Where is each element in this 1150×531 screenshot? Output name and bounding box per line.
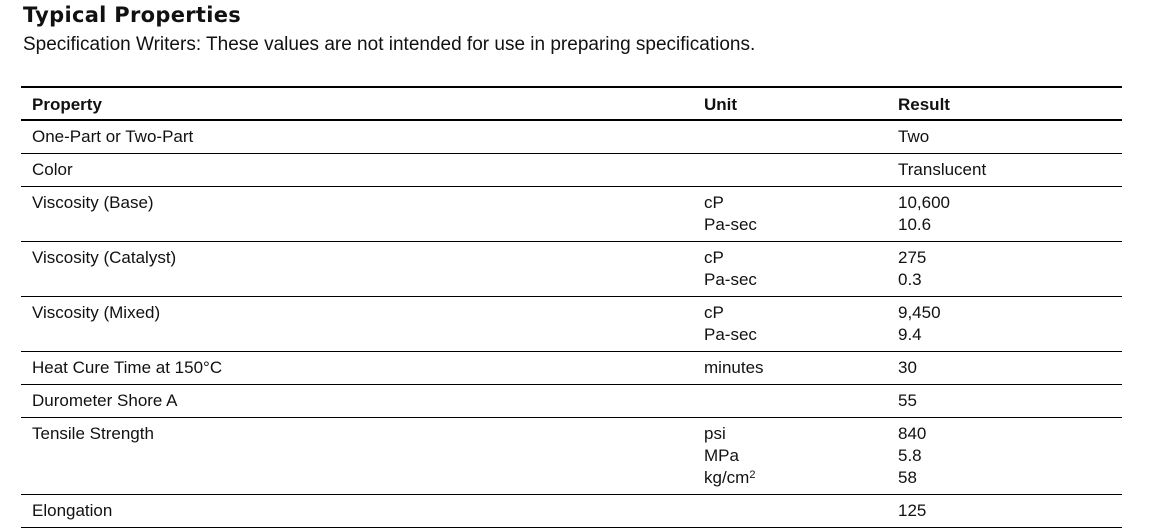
- result-cell: [898, 126, 929, 148]
- unit-line: Pa-sec: [704, 215, 757, 234]
- property-cell: Viscosity (Mixed): [32, 303, 161, 322]
- unit-line: cP: [704, 303, 724, 322]
- table-row: [21, 242, 1122, 297]
- column-header-result: Result: [898, 95, 950, 114]
- table-row: [21, 121, 1122, 154]
- column-header-unit: Unit: [704, 95, 738, 114]
- result-cell: [898, 390, 917, 412]
- property-cell: Tensile Strength: [32, 424, 154, 443]
- unit-cell: [704, 423, 755, 489]
- result-line: 55: [898, 391, 917, 410]
- result-line: 275: [898, 248, 927, 267]
- property-cell: Heat Cure Time at 150°C: [32, 358, 223, 377]
- result-line: 10.6: [898, 215, 932, 234]
- result-line: Translucent: [898, 160, 987, 179]
- property-cell: Viscosity (Base): [32, 193, 154, 212]
- result-line: 30: [898, 358, 917, 377]
- table-header: [21, 86, 1122, 121]
- table-row: [21, 154, 1122, 187]
- result-cell: [898, 247, 926, 291]
- table-row: [21, 418, 1122, 495]
- property-cell: Viscosity (Catalyst): [32, 248, 177, 267]
- result-cell: [898, 423, 926, 489]
- properties-table: [21, 86, 1122, 528]
- result-line: 840: [898, 424, 927, 443]
- result-line: 9,450: [898, 303, 941, 322]
- result-line: 0.3: [898, 270, 922, 289]
- page-subtitle: Specification Writers: These values are not intended for use in preparing specifications.: [23, 34, 756, 55]
- property-cell: One-Part or Two-Part: [32, 127, 194, 146]
- result-cell: [898, 500, 926, 522]
- table-row: [21, 495, 1122, 528]
- table-row: [21, 352, 1122, 385]
- property-cell: Durometer Shore A: [32, 391, 178, 410]
- unit-line: minutes: [704, 358, 764, 377]
- table-row: [21, 297, 1122, 352]
- result-line: 58: [898, 468, 917, 487]
- unit-line: psi: [704, 424, 726, 443]
- unit-line: MPa: [704, 446, 739, 465]
- unit-cell: [704, 247, 757, 291]
- property-cell: Color: [32, 160, 73, 179]
- page-title: Typical Properties: [23, 3, 242, 27]
- result-line: Two: [898, 127, 930, 146]
- unit-line: $kg/cm^2$: [704, 468, 756, 487]
- unit-cell: [704, 192, 757, 236]
- result-cell: [898, 302, 941, 346]
- result-line: 10,600: [898, 193, 950, 212]
- unit-line: cP: [704, 193, 724, 212]
- table-body: [21, 121, 1122, 528]
- unit-line: Pa-sec: [704, 325, 757, 344]
- unit-cell: [704, 357, 764, 379]
- table-row: [21, 187, 1122, 242]
- unit-line: Pa-sec: [704, 270, 757, 289]
- result-line: 125: [898, 501, 927, 520]
- table-row: [21, 385, 1122, 418]
- column-header-property: Property: [32, 95, 102, 114]
- unit-cell: [704, 302, 757, 346]
- result-cell: [898, 159, 986, 181]
- result-cell: [898, 192, 950, 236]
- unit-line: cP: [704, 248, 724, 267]
- result-line: 5.8: [898, 446, 922, 465]
- result-cell: [898, 357, 917, 379]
- property-cell: Elongation: [32, 501, 113, 520]
- result-line: 9.4: [898, 325, 922, 344]
- superscript: 2: [749, 469, 756, 481]
